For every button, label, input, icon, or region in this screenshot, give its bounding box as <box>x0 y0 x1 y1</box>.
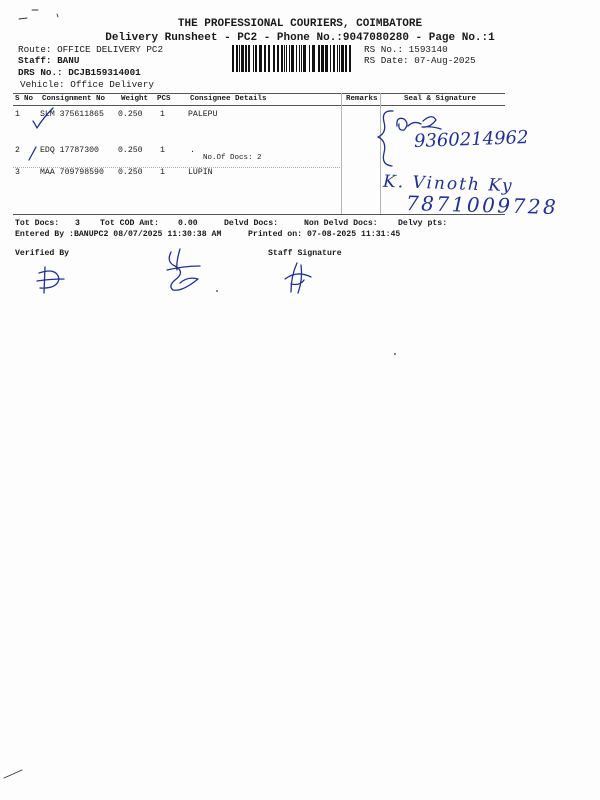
cell-consignment-no: EDQ 17787300 <box>40 146 99 155</box>
barcode-bar <box>330 45 331 72</box>
middle-signature-icon <box>167 249 200 290</box>
cell-weight: 0.250 <box>118 110 143 119</box>
barcode-bar <box>301 45 302 72</box>
printed-on-line <box>248 231 400 239</box>
tot-docs-value: 3 <box>75 219 80 228</box>
barcode-bar <box>236 45 238 72</box>
vehicle-label: Vehicle: <box>20 79 65 91</box>
receiver-signature-icon <box>397 117 441 130</box>
entered-by-line <box>15 231 221 239</box>
printed-on-value: 07-08-2025 11:31:45 <box>306 230 401 239</box>
barcode-bar <box>337 45 338 72</box>
cell-consignment-no: SLM 375611865 <box>40 110 104 119</box>
col-header-weight: Weight <box>121 94 149 103</box>
col-header-consignee: Consignee Details <box>190 94 267 103</box>
staff-label: Staff: <box>18 55 52 67</box>
rs-date-value: 07-Aug-2025 <box>414 55 476 67</box>
barcode-bar <box>341 45 344 72</box>
barcode-bar <box>259 45 262 72</box>
barcode-bar <box>284 45 285 72</box>
barcode <box>232 45 355 72</box>
non-delvd-docs-label: Non Delvd Docs: <box>304 219 378 228</box>
runsheet-subtitle: Delivery Runsheet - PC2 - Phone No.:9047080280 - Page No.:1 <box>105 31 495 44</box>
barcode-bar <box>339 45 340 72</box>
verifier-signature-icon <box>37 267 64 293</box>
staff-signature-label: Staff Signature <box>268 249 342 258</box>
remarks-column-rule <box>341 93 342 214</box>
barcode-bar <box>333 45 335 72</box>
drs-value: DCJB159314001 <box>68 67 141 79</box>
route-value: OFFICE DELIVERY PC2 <box>57 44 164 56</box>
barcode-bar <box>318 45 320 72</box>
route-label: Route: <box>18 44 52 56</box>
col-header-pcs: PCS <box>157 94 171 103</box>
table-top-rule <box>13 93 505 94</box>
barcode-bar <box>248 45 250 72</box>
barcode-bar <box>303 45 306 72</box>
col-header-remarks: Remarks <box>346 94 378 103</box>
col-header-s-no: S No <box>15 94 34 103</box>
staff-value: BANU <box>57 55 80 67</box>
barcode-bar <box>325 45 328 72</box>
rs-no-label: RS No.: <box>364 44 404 56</box>
table-header-rule <box>13 105 505 106</box>
cell-pcs: 1 <box>160 110 165 119</box>
tot-cod-label: Tot COD Amt: <box>100 219 159 228</box>
cell-consignee: PALEPU <box>188 110 218 119</box>
scan-mark-icon <box>4 770 22 778</box>
barcode-bar <box>273 45 275 72</box>
rs-no-line <box>364 45 448 54</box>
tot-cod-value: 0.00 <box>178 219 198 228</box>
rs-date-line <box>364 56 476 65</box>
barcode-bar <box>255 45 257 72</box>
barcode-bar <box>309 45 310 72</box>
barcode-bar <box>321 45 324 72</box>
barcode-bar <box>349 45 351 72</box>
staff-line <box>18 56 79 65</box>
barcode-bar <box>345 45 347 72</box>
barcode-bar <box>241 45 244 72</box>
cell-consignee: LUPIN <box>188 168 213 177</box>
cell-s-no: 1 <box>15 110 20 119</box>
ink-dot-icon <box>216 290 218 292</box>
handwritten-row3-name: K. Vinoth Ky <box>382 171 514 197</box>
rs-no-value: 1593140 <box>408 44 448 56</box>
barcode-bar <box>289 45 290 72</box>
col-header-seal-signature: Seal & Signature <box>404 94 477 103</box>
barcode-bar <box>268 45 270 72</box>
cell-s-no: 3 <box>15 168 20 177</box>
printed-on-label: Printed on: <box>248 230 303 239</box>
barcode-bar <box>232 45 234 72</box>
barcode-bar <box>277 45 279 72</box>
tot-docs-label: Tot Docs: <box>15 219 60 228</box>
handwritten-row1-phone: 9360214962 <box>413 127 529 152</box>
scan-mark-icon <box>57 14 58 17</box>
entered-by-value: BANUPC2 08/07/2025 11:30:38 AM <box>73 230 222 239</box>
barcode-bar <box>291 45 294 72</box>
barcode-bar <box>299 45 300 72</box>
cell-pcs: 1 <box>160 146 165 155</box>
cell-s-no: 2 <box>15 146 20 155</box>
handwritten-row3-phone: 7871009728 <box>405 191 559 219</box>
delvd-docs-label: Delvd Docs: <box>224 219 279 228</box>
ink-dot-icon <box>394 353 396 355</box>
vehicle-line <box>20 80 154 89</box>
verified-by-label: Verified By <box>15 249 70 258</box>
barcode-bar <box>281 45 283 72</box>
barcode-bar <box>264 45 266 72</box>
staff-signature-icon <box>285 263 311 293</box>
cell-weight: 0.250 <box>118 146 143 155</box>
delvy-pts-label: Delvy pts: <box>398 219 448 228</box>
barcode-bar <box>286 45 287 72</box>
vehicle-value: Office Delivery <box>70 79 154 91</box>
drs-line <box>18 68 141 77</box>
barcode-bar <box>239 45 240 72</box>
cell-consignee: . <box>190 146 195 155</box>
barcode-bar <box>253 45 254 72</box>
cell-consignment-no: MAA 709798590 <box>40 168 104 177</box>
slash-mark-icon <box>29 147 36 160</box>
seal-column-rule <box>380 93 381 214</box>
col-header-consignment-no: Consignment No <box>42 94 106 103</box>
cell-weight: 0.250 <box>118 168 143 177</box>
drs-label: DRS No.: <box>18 67 63 79</box>
barcode-bar <box>245 45 247 72</box>
route-line <box>18 45 163 54</box>
cell-pcs: 1 <box>160 168 165 177</box>
barcode-bar <box>312 45 315 72</box>
entered-by-label: Entered By : <box>15 230 74 239</box>
barcode-bar <box>296 45 297 72</box>
company-title: THE PROFESSIONAL COURIERS, COIMBATORE <box>177 17 423 30</box>
cell-doc-count-note: No.Of Docs: 2 <box>203 154 262 162</box>
rs-date-label: RS Date: <box>364 55 409 67</box>
